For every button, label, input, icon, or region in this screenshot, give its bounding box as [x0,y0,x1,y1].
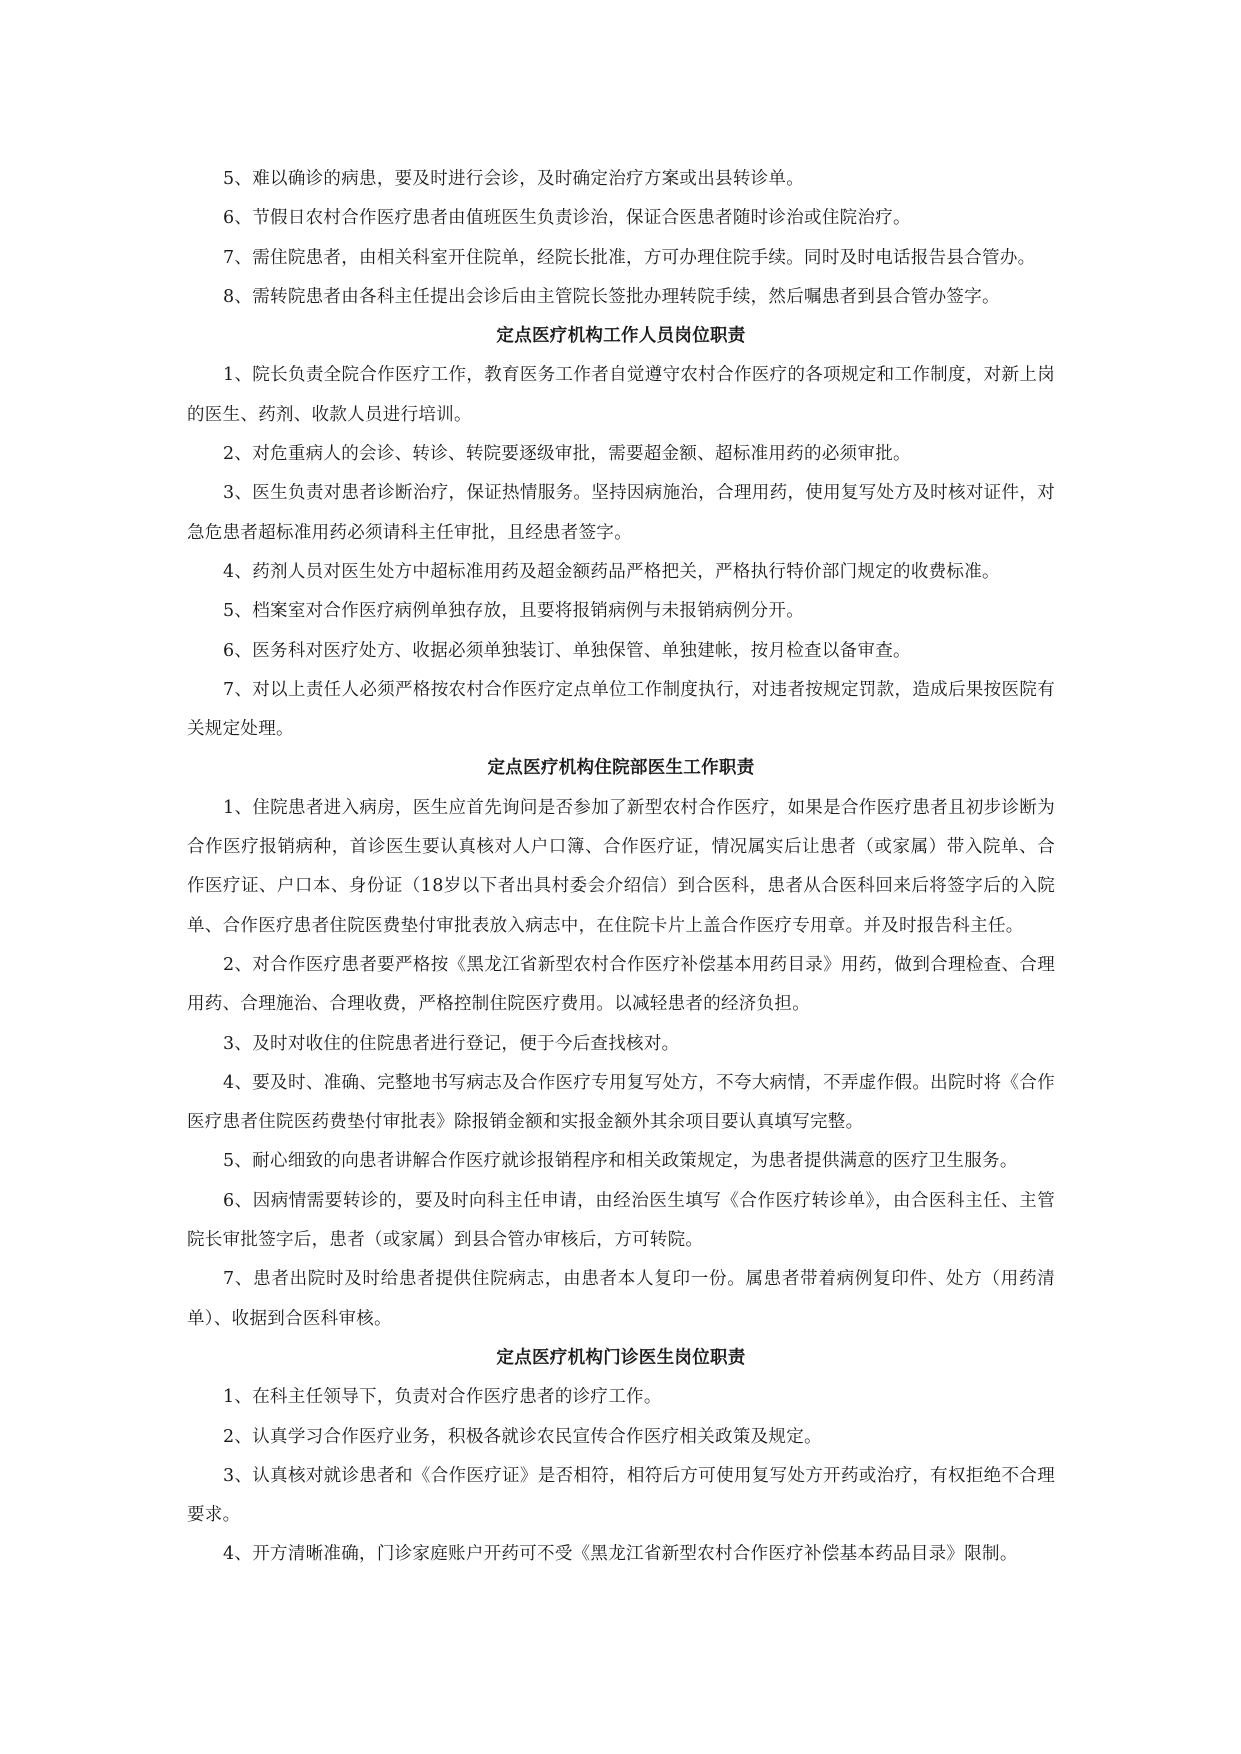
paragraph-inpatient-duty-5: 5、耐心细致的向患者讲解合作医疗就诊报销程序和相关政策规定，为患者提供满意的医疗卫生服务。 [223,1151,1018,1172]
paragraph-inpatient-duty-7: 7、患者出院时及时给患者提供住院病志，由患者本人复印一份。属患者带着病例复印件、处方（用药清单）、收据到合医科审核。 [187,1269,1055,1329]
paragraph-staff-duty-1: 1、院长负责全院合作医疗工作，教育医务工作者自觉遵守农村合作医疗的各项规定和工作制度，对新上岗的医生、药剂、收款人员进行培训。 [187,365,1055,425]
paragraph-staff-duty-6: 6、医务科对医疗处方、收据必须单独装订、单独保管、单独建帐，按月检查以备审查。 [223,640,911,661]
section-heading-staff-duties: 定点医疗机构工作人员岗位职责 [496,326,746,347]
paragraph-staff-duty-4: 4、药剂人员对医生处方中超标准用药及超金额药品严格把关，严格执行特价部门规定的收费标准。 [223,561,1000,582]
paragraph-staff-duty-5: 5、档案室对合作医疗病例单独存放，且要将报销病例与未报销病例分开。 [223,601,805,622]
paragraph-outpatient-duty-1: 1、在科主任领导下，负责对合作医疗患者的诊疗工作。 [223,1387,662,1408]
section-heading-inpatient-duties: 定点医疗机构住院部医生工作职责 [487,758,755,779]
paragraph-inpatient-duty-3: 3、及时对收住的住院患者进行登记，便于今后查找核对。 [223,1033,680,1054]
paragraph-outpatient-duty-4: 4、开方清晰准确，门诊家庭账户开药可不受《黑龙江省新型农村合作医疗补偿基本药品目录》限制。 [223,1544,1018,1565]
paragraph-referral-consultation: 5、难以确诊的病患，要及时进行会诊，及时确定治疗方案或出县转诊单。 [223,169,805,189]
paragraph-inpatient-duty-4: 4、要及时、准确、完整地书写病志及合作医疗专用复写处方，不夸大病情，不弄虚作假。出院时将《合作医疗患者住院医药费垫付审批表》除报销金额和实报金额外其余项目要认真填写完整。 [187,1072,1055,1133]
paragraph-staff-duty-7: 7、对以上责任人必须严格按农村合作医疗定点单位工作制度执行，对违者按规定罚款，造成后果按医院有关规定处理。 [187,679,1055,740]
document-body [187,160,1055,1575]
paragraph-inpatient-duty-6: 6、因病情需要转诊的，要及时向科主任申请，由经治医生填写《合作医疗转诊单》，由合医科主任、主管院长审批签字后，患者（或家属）到县合管办审核后，方可转院。 [187,1190,1055,1251]
paragraph-holiday-duty: 6、节假日农村合作医疗患者由值班医生负责诊治，保证合医患者随时诊治或住院治疗。 [223,208,911,229]
paragraph-inpatient-duty-2: 2、对合作医疗患者要严格按《黑龙江省新型农村合作医疗补偿基本用药目录》用药，做到合理检查、合理用药、合理施治、合理收费，严格控制住院医疗费用。以减轻患者的经济负担。 [187,954,1055,1015]
section-heading-outpatient-duties: 定点医疗机构门诊医生岗位职责 [496,1347,746,1368]
paragraph-staff-duty-2: 2、对危重病人的会诊、转诊、转院要逐级审批，需要超金额、超标准用药的必须审批。 [223,444,911,465]
paragraph-inpatient-duty-1: 1、住院患者进入病房，医生应首先询问是否参加了新型农村合作医疗，如果是合作医疗患者且初步诊断为合作医疗报销病种，首诊医生要认真核对人户口簿、合作医疗证，情况属实后让患者（或家属）带入院单、合作医疗证、户口本、身份证（18岁以下者出具村委会介绍信）到合医科，患者从合医科回来后将签字后的入院单、合作医疗患者住院医费垫付审批表放入病志中，在住院卡片上盖合作医疗专用章。并及时报告科主任。 [187,797,1055,936]
paragraph-staff-duty-3: 3、医生负责对患者诊断治疗，保证热情服务。坚持因病施治，合理用药，使用复写处方及时核对证件，对急危患者超标准用药必须请科主任审批，且经患者签字。 [187,483,1055,543]
paragraph-outpatient-duty-2: 2、认真学习合作医疗业务，积极各就诊农民宣传合作医疗相关政策及规定。 [223,1426,822,1447]
paragraph-outpatient-duty-3: 3、认真核对就诊患者和《合作医疗证》是否相符，相符后方可使用复写处方开药或治疗，有权拒绝不合理要求。 [187,1465,1055,1526]
paragraph-transfer: 8、需转院患者由各科主任提出会诊后由主管院长签批办理转院手续，然后嘱患者到县合管办签字。 [223,286,1000,307]
paragraph-admission: 7、需住院患者，由相关科室开住院单，经院长批准，方可办理住院手续。同时及时电话报告县合管办。 [223,247,1036,268]
